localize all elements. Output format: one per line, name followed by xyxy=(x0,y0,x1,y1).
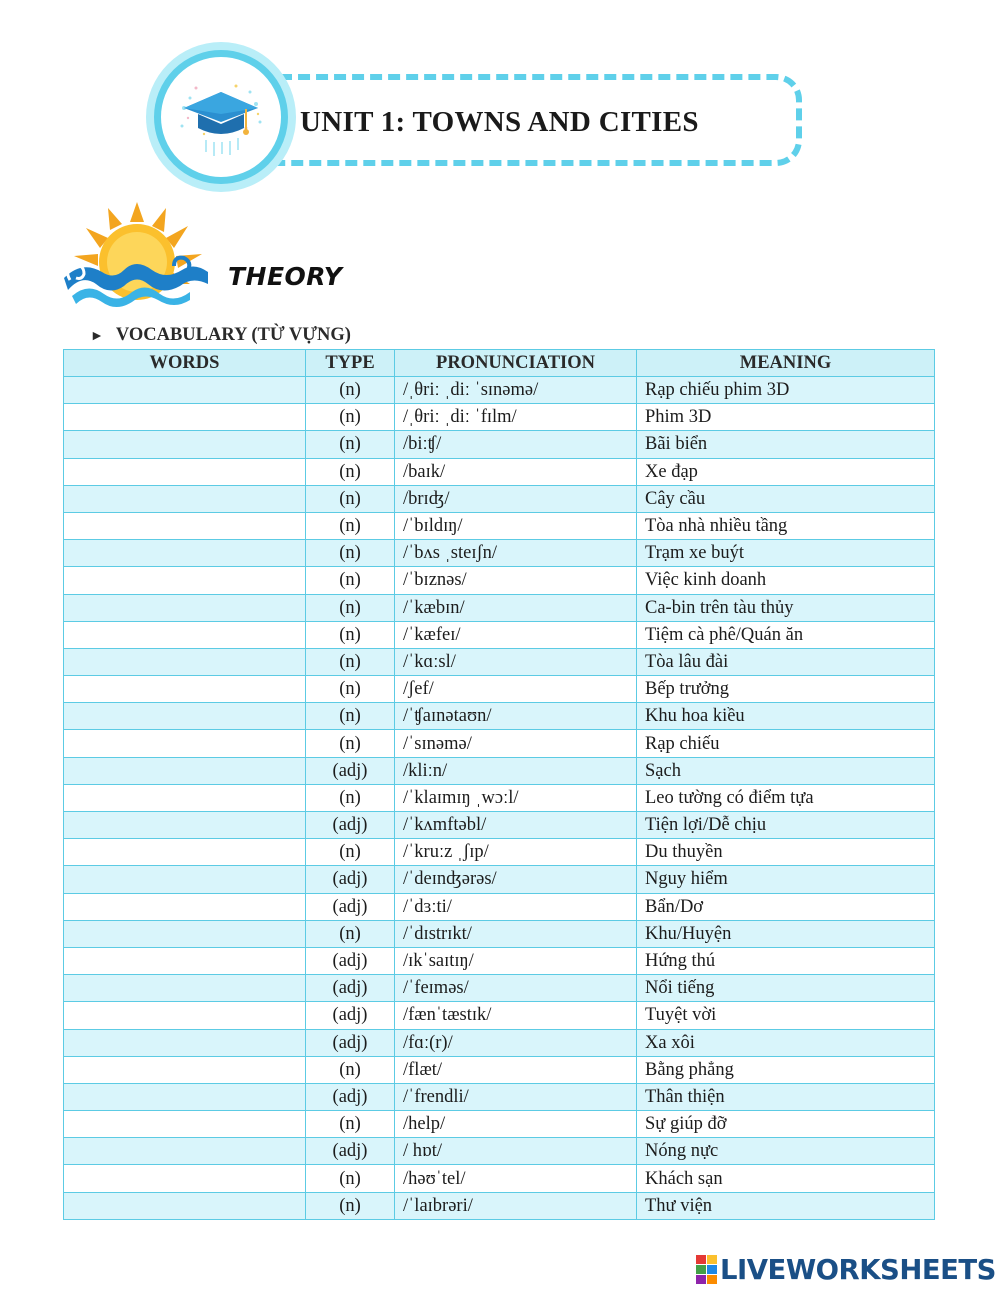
meaning-cell: Thư viện xyxy=(637,1192,935,1219)
column-header-meaning: MEANING xyxy=(637,350,935,377)
meaning-cell: Bẩn/Dơ xyxy=(637,893,935,920)
type-cell: (n) xyxy=(306,485,395,512)
type-cell: (n) xyxy=(306,512,395,539)
pronunciation-cell: /biːʧ/ xyxy=(395,431,637,458)
graduation-cap-icon xyxy=(176,78,266,158)
word-cell[interactable] xyxy=(64,947,306,974)
vocabulary-table-body xyxy=(64,377,935,1220)
type-cell: (adj) xyxy=(306,757,395,784)
word-cell[interactable] xyxy=(64,1083,306,1110)
theory-title: THEORY xyxy=(228,262,343,291)
table-row xyxy=(64,648,935,675)
meaning-cell: Tiệm cà phê/Quán ăn xyxy=(637,621,935,648)
meaning-cell: Trạm xe buýt xyxy=(637,540,935,567)
pronunciation-cell: /ˈkɑːsl/ xyxy=(395,648,637,675)
table-row xyxy=(64,540,935,567)
pronunciation-cell: /ˈdɜːti/ xyxy=(395,893,637,920)
sun-waves-icon xyxy=(62,200,212,312)
type-cell: (n) xyxy=(306,594,395,621)
table-row xyxy=(64,567,935,594)
meaning-cell: Rạp chiếu phim 3D xyxy=(637,377,935,404)
word-cell[interactable] xyxy=(64,458,306,485)
meaning-cell: Khách sạn xyxy=(637,1165,935,1192)
meaning-cell: Phim 3D xyxy=(637,404,935,431)
meaning-cell: Du thuyền xyxy=(637,839,935,866)
meaning-cell: Bếp trưởng xyxy=(637,676,935,703)
pronunciation-cell: /ˈdeɪnʤərəs/ xyxy=(395,866,637,893)
word-cell[interactable] xyxy=(64,404,306,431)
type-cell: (n) xyxy=(306,404,395,431)
word-cell[interactable] xyxy=(64,648,306,675)
table-row xyxy=(64,485,935,512)
type-cell: (n) xyxy=(306,540,395,567)
meaning-cell: Ca-bin trên tàu thủy xyxy=(637,594,935,621)
word-cell[interactable] xyxy=(64,1056,306,1083)
vocabulary-heading xyxy=(90,325,351,346)
vocabulary-table xyxy=(63,349,935,1220)
type-cell: (n) xyxy=(306,1056,395,1083)
meaning-cell: Tòa lâu đài xyxy=(637,648,935,675)
word-cell[interactable] xyxy=(64,812,306,839)
word-cell[interactable] xyxy=(64,1029,306,1056)
word-cell[interactable] xyxy=(64,1138,306,1165)
word-cell[interactable] xyxy=(64,594,306,621)
meaning-cell: Sạch xyxy=(637,757,935,784)
meaning-cell: Tiện lợi/Dễ chịu xyxy=(637,812,935,839)
word-cell[interactable] xyxy=(64,784,306,811)
type-cell: (n) xyxy=(306,703,395,730)
pronunciation-cell: /kliːn/ xyxy=(395,757,637,784)
table-row xyxy=(64,1056,935,1083)
type-cell: (adj) xyxy=(306,975,395,1002)
table-row xyxy=(64,920,935,947)
pronunciation-cell: / hɒt/ xyxy=(395,1138,637,1165)
type-cell: (adj) xyxy=(306,893,395,920)
pronunciation-cell: /ˌθriː ˌdiː ˈsɪnəmə/ xyxy=(395,377,637,404)
table-row xyxy=(64,757,935,784)
type-cell: (adj) xyxy=(306,947,395,974)
type-cell: (n) xyxy=(306,648,395,675)
pronunciation-cell: /flæt/ xyxy=(395,1056,637,1083)
table-row xyxy=(64,621,935,648)
word-cell[interactable] xyxy=(64,975,306,1002)
pronunciation-cell: /help/ xyxy=(395,1111,637,1138)
pronunciation-cell: /ʃef/ xyxy=(395,676,637,703)
column-header-pronunciation: PRONUNCIATION xyxy=(395,350,637,377)
type-cell: (adj) xyxy=(306,812,395,839)
pronunciation-cell: /ˈklaɪmɪŋ ˌwɔːl/ xyxy=(395,784,637,811)
table-row xyxy=(64,975,935,1002)
meaning-cell: Nổi tiếng xyxy=(637,975,935,1002)
table-row xyxy=(64,1002,935,1029)
type-cell: (n) xyxy=(306,1165,395,1192)
column-header-words: WORDS xyxy=(64,350,306,377)
table-row xyxy=(64,947,935,974)
meaning-cell: Việc kinh doanh xyxy=(637,567,935,594)
pronunciation-cell: /brɪʤ/ xyxy=(395,485,637,512)
type-cell: (adj) xyxy=(306,866,395,893)
pronunciation-cell: /fænˈtæstɪk/ xyxy=(395,1002,637,1029)
word-cell[interactable] xyxy=(64,431,306,458)
meaning-cell: Tòa nhà nhiều tầng xyxy=(637,512,935,539)
meaning-cell: Khu hoa kiều xyxy=(637,703,935,730)
word-cell[interactable] xyxy=(64,567,306,594)
pronunciation-cell: /fɑː(r)/ xyxy=(395,1029,637,1056)
meaning-cell: Khu/Huyện xyxy=(637,920,935,947)
table-row xyxy=(64,784,935,811)
word-cell[interactable] xyxy=(64,540,306,567)
table-header-row xyxy=(64,350,935,377)
word-cell[interactable] xyxy=(64,893,306,920)
type-cell: (n) xyxy=(306,431,395,458)
table-row xyxy=(64,866,935,893)
pronunciation-cell: /ˈfeɪməs/ xyxy=(395,975,637,1002)
type-cell: (n) xyxy=(306,1111,395,1138)
word-cell[interactable] xyxy=(64,1111,306,1138)
table-row xyxy=(64,1029,935,1056)
type-cell: (n) xyxy=(306,377,395,404)
table-row xyxy=(64,893,935,920)
word-cell[interactable] xyxy=(64,730,306,757)
table-row xyxy=(64,839,935,866)
pronunciation-cell: /ˈʧaɪnətaʊn/ xyxy=(395,703,637,730)
table-row xyxy=(64,512,935,539)
type-cell: (n) xyxy=(306,920,395,947)
pronunciation-cell: /həʊˈtel/ xyxy=(395,1165,637,1192)
table-row xyxy=(64,431,935,458)
table-row xyxy=(64,676,935,703)
column-header-type: TYPE xyxy=(306,350,395,377)
meaning-cell: Xa xôi xyxy=(637,1029,935,1056)
type-cell: (n) xyxy=(306,839,395,866)
table-row xyxy=(64,703,935,730)
table-row xyxy=(64,1111,935,1138)
liveworksheets-brand-text: LIVEWORKSHEETS xyxy=(720,1254,996,1286)
type-cell: (adj) xyxy=(306,1029,395,1056)
type-cell: (n) xyxy=(306,621,395,648)
table-row xyxy=(64,458,935,485)
word-cell[interactable] xyxy=(64,1192,306,1219)
type-cell: (adj) xyxy=(306,1002,395,1029)
word-cell[interactable] xyxy=(64,485,306,512)
type-cell: (n) xyxy=(306,567,395,594)
pronunciation-cell: /baɪk/ xyxy=(395,458,637,485)
type-cell: (adj) xyxy=(306,1138,395,1165)
meaning-cell: Bằng phẳng xyxy=(637,1056,935,1083)
table-row xyxy=(64,404,935,431)
word-cell[interactable] xyxy=(64,703,306,730)
pronunciation-cell: /ˈbɪznəs/ xyxy=(395,567,637,594)
table-row xyxy=(64,730,935,757)
type-cell: (n) xyxy=(306,1192,395,1219)
type-cell: (n) xyxy=(306,458,395,485)
meaning-cell: Nguy hiểm xyxy=(637,866,935,893)
type-cell: (adj) xyxy=(306,1083,395,1110)
pronunciation-cell: /ɪkˈsaɪtɪŋ/ xyxy=(395,947,637,974)
meaning-cell: Sự giúp đỡ xyxy=(637,1111,935,1138)
meaning-cell: Rạp chiếu xyxy=(637,730,935,757)
type-cell: (n) xyxy=(306,730,395,757)
pronunciation-cell: /ˈfrendli/ xyxy=(395,1083,637,1110)
pronunciation-cell: /ˈdɪstrɪkt/ xyxy=(395,920,637,947)
table-row xyxy=(64,812,935,839)
word-cell[interactable] xyxy=(64,839,306,866)
meaning-cell: Hứng thú xyxy=(637,947,935,974)
word-cell[interactable] xyxy=(64,757,306,784)
word-cell[interactable] xyxy=(64,1165,306,1192)
pronunciation-cell: /ˈlaɪbrəri/ xyxy=(395,1192,637,1219)
word-cell[interactable] xyxy=(64,866,306,893)
type-cell: (n) xyxy=(306,676,395,703)
vocabulary-heading-text: VOCABULARY (TỪ VỰNG) xyxy=(115,325,351,345)
meaning-cell: Tuyệt vời xyxy=(637,1002,935,1029)
pronunciation-cell: /ˌθriː ˌdiː ˈfɪlm/ xyxy=(395,404,637,431)
table-row xyxy=(64,1165,935,1192)
table-row xyxy=(64,1192,935,1219)
word-cell[interactable] xyxy=(64,920,306,947)
meaning-cell: Thân thiện xyxy=(637,1083,935,1110)
type-cell: (n) xyxy=(306,784,395,811)
word-cell[interactable] xyxy=(64,377,306,404)
meaning-cell: Nóng nực xyxy=(637,1138,935,1165)
liveworksheets-logo xyxy=(696,1253,996,1287)
table-row xyxy=(64,377,935,404)
meaning-cell: Xe đạp xyxy=(637,458,935,485)
bullet-arrow-icon: ► xyxy=(90,329,104,344)
unit-title: UNIT 1: TOWNS AND CITIES xyxy=(300,106,699,138)
word-cell[interactable] xyxy=(64,621,306,648)
word-cell[interactable] xyxy=(64,512,306,539)
pronunciation-cell: /ˈkruːz ˌʃɪp/ xyxy=(395,839,637,866)
pronunciation-cell: /ˈbɪldɪŋ/ xyxy=(395,512,637,539)
word-cell[interactable] xyxy=(64,1002,306,1029)
liveworksheets-badge-icon xyxy=(696,1255,718,1285)
meaning-cell: Cây cầu xyxy=(637,485,935,512)
table-row xyxy=(64,1138,935,1165)
pronunciation-cell: /ˈkʌmftəbl/ xyxy=(395,812,637,839)
meaning-cell: Bãi biển xyxy=(637,431,935,458)
pronunciation-cell: /ˈkæfeɪ/ xyxy=(395,621,637,648)
table-row xyxy=(64,594,935,621)
meaning-cell: Leo tường có điểm tựa xyxy=(637,784,935,811)
word-cell[interactable] xyxy=(64,676,306,703)
table-row xyxy=(64,1083,935,1110)
pronunciation-cell: /ˈbʌs ˌsteɪʃn/ xyxy=(395,540,637,567)
pronunciation-cell: /ˈsɪnəmə/ xyxy=(395,730,637,757)
pronunciation-cell: /ˈkæbɪn/ xyxy=(395,594,637,621)
